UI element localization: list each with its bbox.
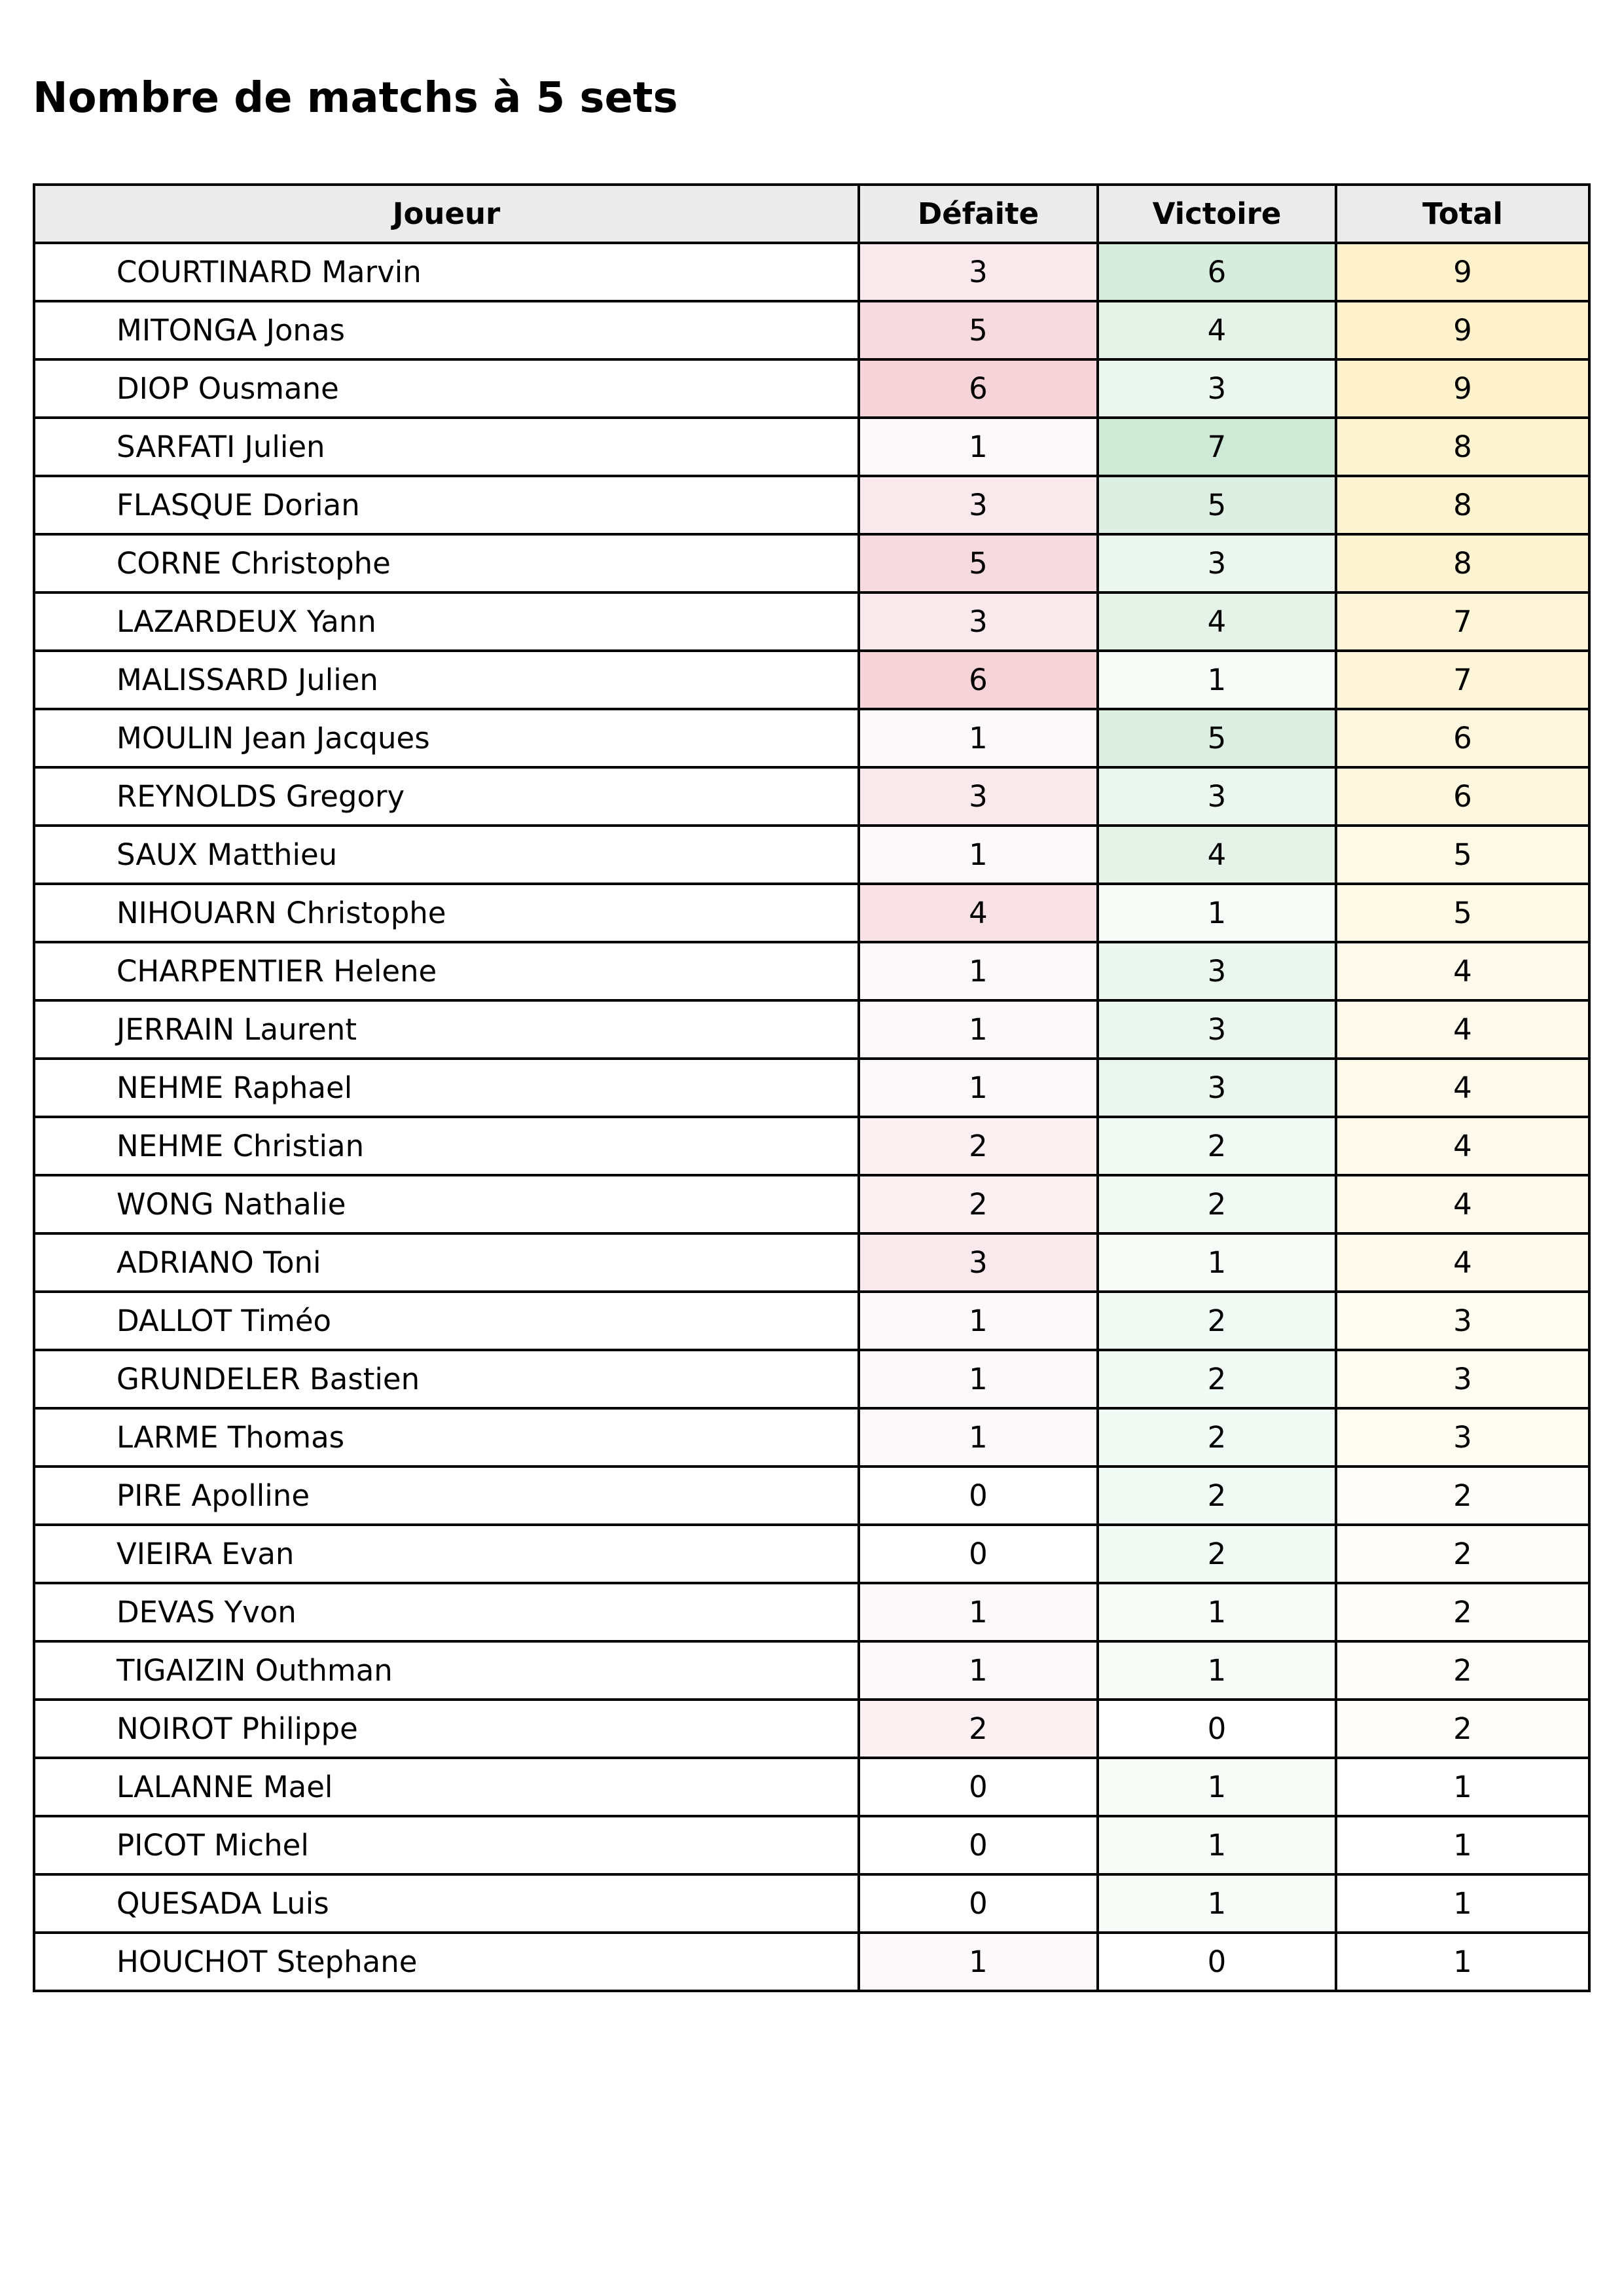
victory-cell: 0 <box>1098 1700 1336 1758</box>
total-cell: 2 <box>1336 1700 1589 1758</box>
victory-cell: 1 <box>1098 1758 1336 1816</box>
victory-cell: 2 <box>1098 1117 1336 1175</box>
defeat-cell: 1 <box>859 1408 1098 1467</box>
defeat-cell: 0 <box>859 1758 1098 1816</box>
table-row <box>34 1350 1589 1408</box>
table-row <box>34 1233 1589 1292</box>
header-row <box>34 185 1589 243</box>
victory-cell: 2 <box>1098 1467 1336 1525</box>
player-name-cell: REYNOLDS Gregory <box>34 767 859 826</box>
table-row <box>34 1175 1589 1233</box>
victory-cell: 5 <box>1098 476 1336 534</box>
table-row <box>34 1000 1589 1059</box>
player-name-cell: VIEIRA Evan <box>34 1525 859 1583</box>
table-row <box>34 1816 1589 1874</box>
victory-cell: 1 <box>1098 1816 1336 1874</box>
total-cell: 1 <box>1336 1816 1589 1874</box>
defeat-cell: 1 <box>859 709 1098 767</box>
total-cell: 7 <box>1336 592 1589 651</box>
total-cell: 3 <box>1336 1292 1589 1350</box>
table-row <box>34 534 1589 592</box>
total-cell: 3 <box>1336 1350 1589 1408</box>
total-cell: 6 <box>1336 767 1589 826</box>
defeat-cell: 1 <box>859 1933 1098 1991</box>
defeat-cell: 0 <box>859 1874 1098 1933</box>
table-header <box>34 185 1589 243</box>
total-cell: 1 <box>1336 1933 1589 1991</box>
defeat-cell: 1 <box>859 826 1098 884</box>
total-cell: 1 <box>1336 1874 1589 1933</box>
total-cell: 8 <box>1336 476 1589 534</box>
table-row <box>34 1467 1589 1525</box>
victory-cell: 3 <box>1098 534 1336 592</box>
total-cell: 8 <box>1336 418 1589 476</box>
victory-cell: 4 <box>1098 301 1336 359</box>
defeat-cell: 6 <box>859 651 1098 709</box>
player-name-cell: NOIROT Philippe <box>34 1700 859 1758</box>
player-name-cell: TIGAIZIN Outhman <box>34 1641 859 1700</box>
victory-cell: 3 <box>1098 1059 1336 1117</box>
total-cell: 8 <box>1336 534 1589 592</box>
table-row <box>34 1117 1589 1175</box>
defeat-cell: 2 <box>859 1175 1098 1233</box>
player-name-cell: CHARPENTIER Helene <box>34 942 859 1000</box>
total-cell: 3 <box>1336 1408 1589 1467</box>
player-name-cell: COURTINARD Marvin <box>34 243 859 301</box>
column-header-victory: Victoire <box>1098 185 1336 243</box>
victory-cell: 4 <box>1098 592 1336 651</box>
player-name-cell: LAZARDEUX Yann <box>34 592 859 651</box>
defeat-cell: 4 <box>859 884 1098 942</box>
total-cell: 6 <box>1336 709 1589 767</box>
victory-cell: 5 <box>1098 709 1336 767</box>
defeat-cell: 3 <box>859 767 1098 826</box>
table-row <box>34 1408 1589 1467</box>
defeat-cell: 0 <box>859 1467 1098 1525</box>
table-row <box>34 1700 1589 1758</box>
player-name-cell: FLASQUE Dorian <box>34 476 859 534</box>
player-name-cell: LARME Thomas <box>34 1408 859 1467</box>
player-name-cell: MITONGA Jonas <box>34 301 859 359</box>
total-cell: 1 <box>1336 1758 1589 1816</box>
player-name-cell: LALANNE Mael <box>34 1758 859 1816</box>
player-name-cell: SAUX Matthieu <box>34 826 859 884</box>
victory-cell: 7 <box>1098 418 1336 476</box>
defeat-cell: 1 <box>859 1059 1098 1117</box>
table-row <box>34 418 1589 476</box>
total-cell: 9 <box>1336 359 1589 418</box>
table-row <box>34 884 1589 942</box>
total-cell: 2 <box>1336 1525 1589 1583</box>
defeat-cell: 5 <box>859 534 1098 592</box>
total-cell: 5 <box>1336 884 1589 942</box>
defeat-cell: 3 <box>859 592 1098 651</box>
column-header-total: Total <box>1336 185 1589 243</box>
victory-cell: 2 <box>1098 1525 1336 1583</box>
table-row <box>34 651 1589 709</box>
total-cell: 4 <box>1336 1000 1589 1059</box>
stats-table <box>33 183 1591 1992</box>
player-name-cell: CORNE Christophe <box>34 534 859 592</box>
table-row <box>34 1292 1589 1350</box>
victory-cell: 2 <box>1098 1350 1336 1408</box>
table-row <box>34 709 1589 767</box>
defeat-cell: 3 <box>859 243 1098 301</box>
table-row <box>34 1641 1589 1700</box>
total-cell: 5 <box>1336 826 1589 884</box>
victory-cell: 1 <box>1098 884 1336 942</box>
defeat-cell: 1 <box>859 1350 1098 1408</box>
table-body <box>34 243 1589 1991</box>
column-header-defeat: Défaite <box>859 185 1098 243</box>
player-name-cell: PIRE Apolline <box>34 1467 859 1525</box>
table-row <box>34 1525 1589 1583</box>
player-name-cell: WONG Nathalie <box>34 1175 859 1233</box>
victory-cell: 2 <box>1098 1292 1336 1350</box>
total-cell: 9 <box>1336 243 1589 301</box>
defeat-cell: 1 <box>859 1000 1098 1059</box>
total-cell: 7 <box>1336 651 1589 709</box>
total-cell: 9 <box>1336 301 1589 359</box>
defeat-cell: 3 <box>859 1233 1098 1292</box>
victory-cell: 1 <box>1098 1641 1336 1700</box>
player-name-cell: JERRAIN Laurent <box>34 1000 859 1059</box>
defeat-cell: 5 <box>859 301 1098 359</box>
defeat-cell: 1 <box>859 1641 1098 1700</box>
total-cell: 2 <box>1336 1641 1589 1700</box>
table-row <box>34 826 1589 884</box>
defeat-cell: 1 <box>859 1583 1098 1641</box>
player-name-cell: NEHME Christian <box>34 1117 859 1175</box>
table-row <box>34 767 1589 826</box>
player-name-cell: PICOT Michel <box>34 1816 859 1874</box>
table-row <box>34 476 1589 534</box>
total-cell: 4 <box>1336 1059 1589 1117</box>
victory-cell: 1 <box>1098 1583 1336 1641</box>
player-name-cell: SARFATI Julien <box>34 418 859 476</box>
player-name-cell: MOULIN Jean Jacques <box>34 709 859 767</box>
player-name-cell: GRUNDELER Bastien <box>34 1350 859 1408</box>
defeat-cell: 3 <box>859 476 1098 534</box>
defeat-cell: 2 <box>859 1700 1098 1758</box>
defeat-cell: 2 <box>859 1117 1098 1175</box>
defeat-cell: 1 <box>859 1292 1098 1350</box>
table-row <box>34 1583 1589 1641</box>
table-row <box>34 359 1589 418</box>
defeat-cell: 0 <box>859 1816 1098 1874</box>
player-name-cell: DIOP Ousmane <box>34 359 859 418</box>
player-name-cell: QUESADA Luis <box>34 1874 859 1933</box>
player-name-cell: NEHME Raphael <box>34 1059 859 1117</box>
victory-cell: 2 <box>1098 1175 1336 1233</box>
player-name-cell: MALISSARD Julien <box>34 651 859 709</box>
table-row <box>34 301 1589 359</box>
table-row <box>34 1874 1589 1933</box>
victory-cell: 1 <box>1098 1233 1336 1292</box>
victory-cell: 3 <box>1098 1000 1336 1059</box>
defeat-cell: 6 <box>859 359 1098 418</box>
victory-cell: 3 <box>1098 767 1336 826</box>
victory-cell: 3 <box>1098 359 1336 418</box>
victory-cell: 4 <box>1098 826 1336 884</box>
victory-cell: 1 <box>1098 1874 1336 1933</box>
player-name-cell: NIHOUARN Christophe <box>34 884 859 942</box>
defeat-cell: 1 <box>859 942 1098 1000</box>
total-cell: 4 <box>1336 1117 1589 1175</box>
victory-cell: 1 <box>1098 651 1336 709</box>
victory-cell: 0 <box>1098 1933 1336 1991</box>
table-row <box>34 243 1589 301</box>
total-cell: 2 <box>1336 1467 1589 1525</box>
victory-cell: 3 <box>1098 942 1336 1000</box>
table-row <box>34 1933 1589 1991</box>
player-name-cell: DALLOT Timéo <box>34 1292 859 1350</box>
page-title: Nombre de matchs à 5 sets <box>33 74 678 122</box>
player-name-cell: DEVAS Yvon <box>34 1583 859 1641</box>
total-cell: 4 <box>1336 1233 1589 1292</box>
total-cell: 4 <box>1336 1175 1589 1233</box>
player-name-cell: ADRIANO Toni <box>34 1233 859 1292</box>
victory-cell: 6 <box>1098 243 1336 301</box>
column-header-player: Joueur <box>34 185 859 243</box>
victory-cell: 2 <box>1098 1408 1336 1467</box>
defeat-cell: 0 <box>859 1525 1098 1583</box>
table-row <box>34 1758 1589 1816</box>
table-row <box>34 942 1589 1000</box>
total-cell: 4 <box>1336 942 1589 1000</box>
table-row <box>34 592 1589 651</box>
player-name-cell: HOUCHOT Stephane <box>34 1933 859 1991</box>
defeat-cell: 1 <box>859 418 1098 476</box>
total-cell: 2 <box>1336 1583 1589 1641</box>
table-row <box>34 1059 1589 1117</box>
